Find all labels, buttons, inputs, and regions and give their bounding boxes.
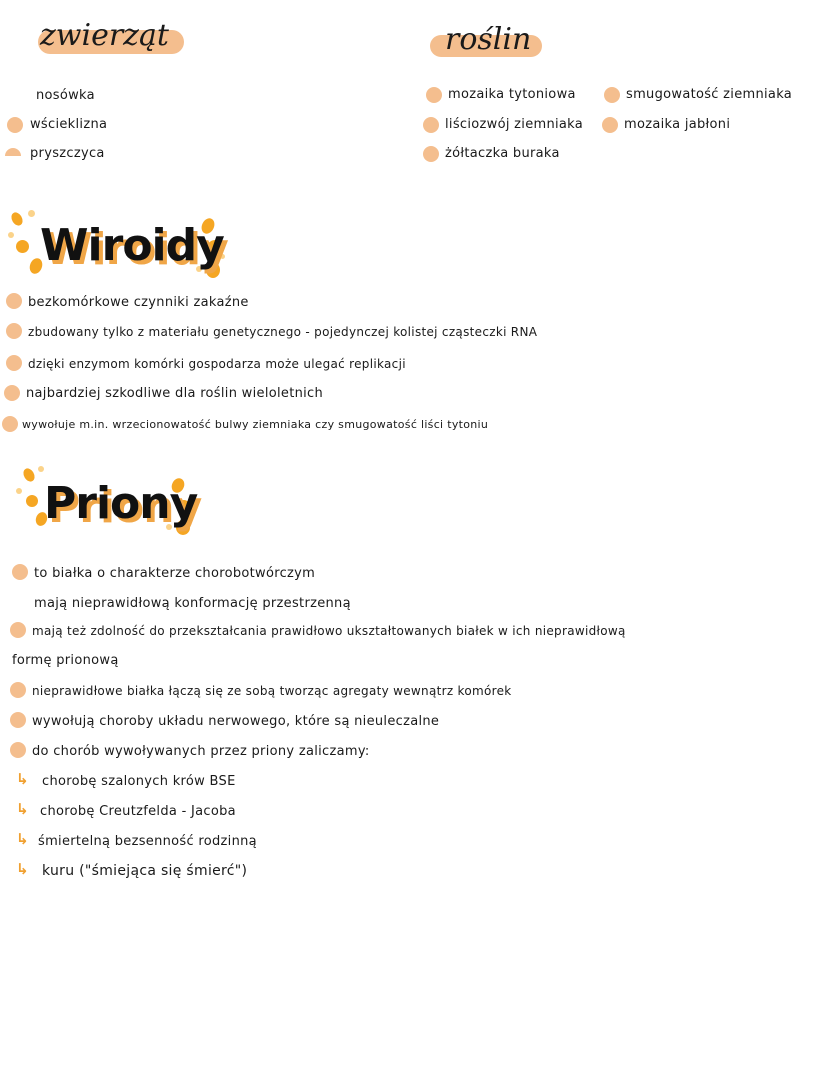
priony-item: formę prionową [12, 653, 119, 668]
disease-item: śmiertelną bezsenność rodzinną [38, 834, 257, 849]
wiroidy-title: Wiroidy [40, 220, 224, 271]
priony-item: mają też zdolność do przekształcania prawidłowo ukształtowanych białek w ich nieprawidłową [32, 624, 626, 638]
wiroidy-item: dzięki enzymom komórki gospodarza może ulegać replikacji [28, 357, 406, 371]
bullet-dot-icon [10, 622, 26, 638]
animal-item: pryszczyca [30, 146, 105, 161]
priony-title: Priony [44, 478, 198, 529]
disease-item: chorobę Creutzfelda - Jacoba [40, 804, 236, 819]
priony-item: nieprawidłowe białka łączą się ze sobą tworząc agregaty wewnątrz komórek [32, 684, 512, 698]
wiroidy-item: najbardziej szkodliwe dla roślin wieloletnich [26, 386, 324, 401]
bullet-dot-icon [423, 117, 439, 133]
plant-item: żółtaczka buraka [445, 146, 560, 161]
bullet-dot-icon [604, 87, 620, 103]
wiroidy-item: zbudowany tylko z materiału genetycznego - pojedynczej kolistej cząsteczki RNA [28, 325, 538, 339]
bullet-dot-icon [7, 117, 23, 133]
disease-item: kuru ("śmiejąca się śmierć") [42, 863, 248, 879]
return-arrow-icon: ↳ [16, 800, 29, 818]
priony-item: mają nieprawidłową konformację przestrzenną [34, 596, 351, 611]
bullet-dot-icon [6, 355, 22, 371]
disease-item: chorobę szalonych krów BSE [42, 774, 236, 789]
animal-item: nosówka [36, 88, 95, 103]
bullet-dot-icon [423, 146, 439, 162]
bullet-dot-icon [6, 323, 22, 339]
return-arrow-icon: ↳ [16, 860, 29, 878]
priony-item: wywołują choroby układu nerwowego, które są nieuleczalne [32, 714, 440, 729]
return-arrow-icon: ↳ [16, 830, 29, 848]
plant-item: liściozwój ziemniaka [445, 117, 584, 132]
plant-item: mozaika jabłoni [624, 117, 731, 132]
bullet-dot-icon [602, 117, 618, 133]
bullet-dot-icon [426, 87, 442, 103]
return-arrow-icon: ↳ [16, 770, 29, 788]
bullet-dot-icon [6, 293, 22, 309]
bullet-dot-icon [12, 564, 28, 580]
priony-item: to białka o charakterze chorobotwórczym [34, 566, 316, 581]
bullet-dot-icon [10, 682, 26, 698]
bullet-dot-icon [4, 385, 20, 401]
bullet-dot-icon [10, 712, 26, 728]
plants-heading: roślin [445, 22, 532, 57]
priony-item: do chorób wywoływanych przez priony zaliczamy: [32, 744, 370, 759]
animals-heading: zwierząt [40, 18, 169, 53]
wiroidy-item: bezkomórkowe czynniki zakaźne [28, 295, 249, 310]
bullet-dot-icon [10, 742, 26, 758]
wiroidy-item: wywołuje m.in. wrzecionowatość bulwy ziemniaka czy smugowatość liści tytoniu [22, 418, 489, 431]
bullet-dot-icon [5, 148, 21, 156]
animal-item: wścieklizna [30, 117, 108, 132]
plant-item: mozaika tytoniowa [448, 87, 576, 102]
plant-item: smugowatość ziemniaka [626, 87, 793, 102]
bullet-dot-icon [2, 416, 18, 432]
